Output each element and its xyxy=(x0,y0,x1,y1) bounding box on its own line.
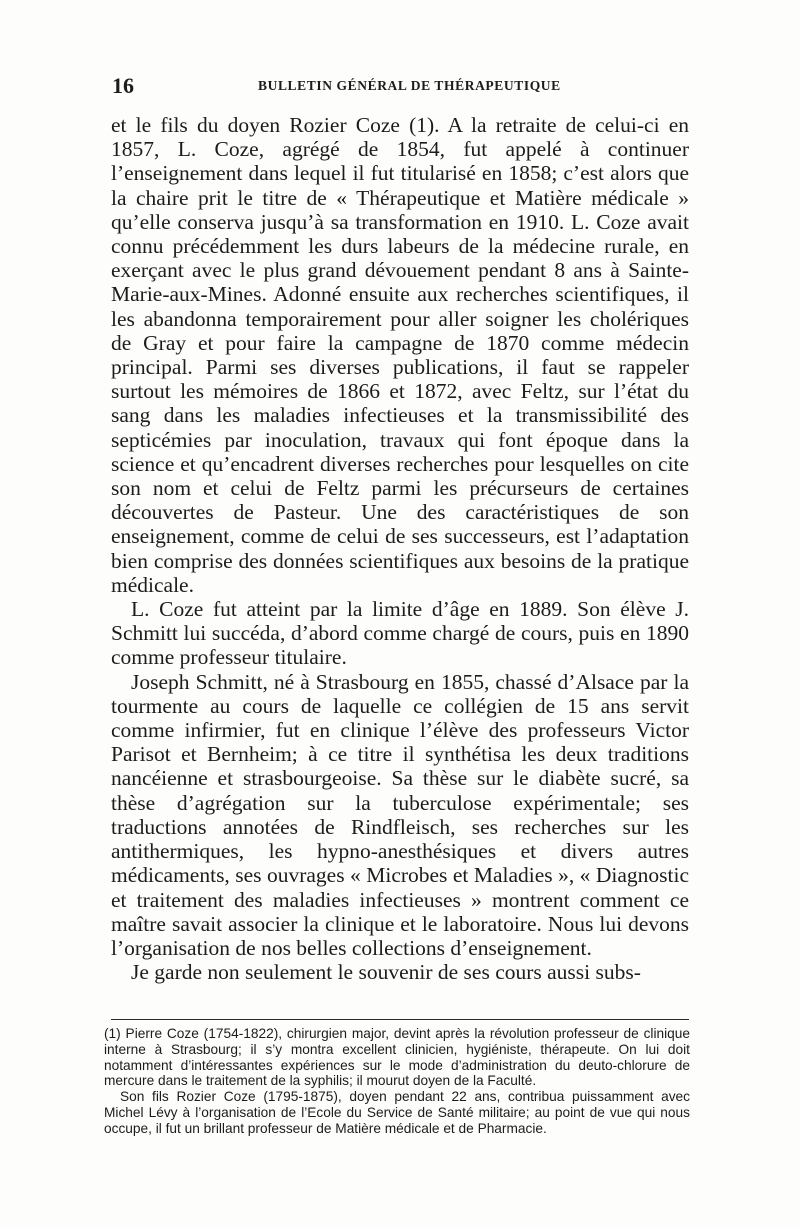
footnote-rozier-coze: Son fils Rozier Coze (1795-1875), doyen pendant 22 ans, contribua puissamment avec Michel Lévy à l’organisation de l’Ecole du Service de Santé militaire; au point de vue qui nous occupe, il fut un brillant professeur de Matière médicale et de Pharmacie. xyxy=(104,1089,690,1136)
paragraph-succession: L. Coze fut atteint par la limite d’âge en 1889. Son élève J. Schmitt lui succéda, d’abord comme chargé de cours, puis en 1890 comme professeur titulaire. xyxy=(111,597,689,670)
footnote-pierre-coze: (1) Pierre Coze (1754-1822), chirurgien major, devint après la révolution professeur de clinique interne à Strasbourg; il s’y montra excellent clinicien, hygiéniste, thérapeute. On lui doit notamment d’intéressantes expériences sur le mode d’administration du deuto-chlorure de mercure dans le traitement de la syphilis; il mourut doyen de la Faculté. xyxy=(104,1026,690,1089)
paragraph-memory: Je garde non seulement le souvenir de ses cours aussi subs- xyxy=(131,960,641,985)
footnote-divider xyxy=(111,1019,689,1020)
paragraph-coze-career: et le fils du doyen Rozier Coze (1). A la retraite de celui-ci en 1857, L. Coze, agrégé de 1854, fut appelé à continuer l’enseignement dans lequel il fut titularisé en 1858; c’est alors que la chaire prit le titre de « Thérapeutique et Matière médicale » qu’elle conserva jusqu’à sa transformation en 1910. L. Coze avait connu précédemment les durs labeurs de la médecine rurale, en exerçant avec le plus grand dévouement pendant 8 ans à Sainte-Marie-aux-Mines. Adonné ensuite aux recherches scientifiques, il les abandonna temporairement pour aller soigner les cholériques de Gray et pour faire la campagne de 1870 comme médecin principal. Parmi ses diverses publications, il faut se rappeler surtout les mémoires de 1866 et 1872, avec Feltz, sur l’état du sang dans les maladies infectieuses et la transmissibilité des septicémies par inoculation, travaux qui font époque dans la science et qu’encadrent diverses recherches pour lesquelles on cite son nom et celui de Feltz parmi les précurseurs de certaines découvertes de Pasteur. Une des caractéristiques de son enseignement, comme de celui de ses successeurs, est l’adaptation bien comprise des données scientifiques aux besoins de la pratique médicale. xyxy=(111,113,689,597)
paragraph-schmitt: Joseph Schmitt, né à Strasbourg en 1855, chassé d’Alsace par la tourmente au cours de laquelle ce collégien de 15 ans servit comme infirmier, fut en clinique l’élève des professeurs Victor Parisot et Bernheim; à ce titre il synthétisa les deux traditions nancéienne et strasbourgeoise. Sa thèse sur le diabète sucré, sa thèse d’agrégation sur la tuberculose expérimentale; ses traductions annotées de Rindfleisch, ses recherches sur les antithermiques, les hypno-anesthésiques et divers autres médicaments, ses ouvrages « Microbes et Maladies », « Diagnostic et traitement des maladies infectieuses » montrent comment ce maître savait associer la clinique et le laboratoire. Nous lui devons l’organisation de nos belles collections d’enseignement. xyxy=(111,669,689,960)
footnotes xyxy=(104,1026,690,1137)
running-head xyxy=(108,72,694,100)
page-number: 16 xyxy=(112,73,134,98)
journal-title: BULLETIN GÉNÉRAL DE THÉRAPEUTIQUE xyxy=(258,78,561,93)
body-text xyxy=(111,113,689,984)
